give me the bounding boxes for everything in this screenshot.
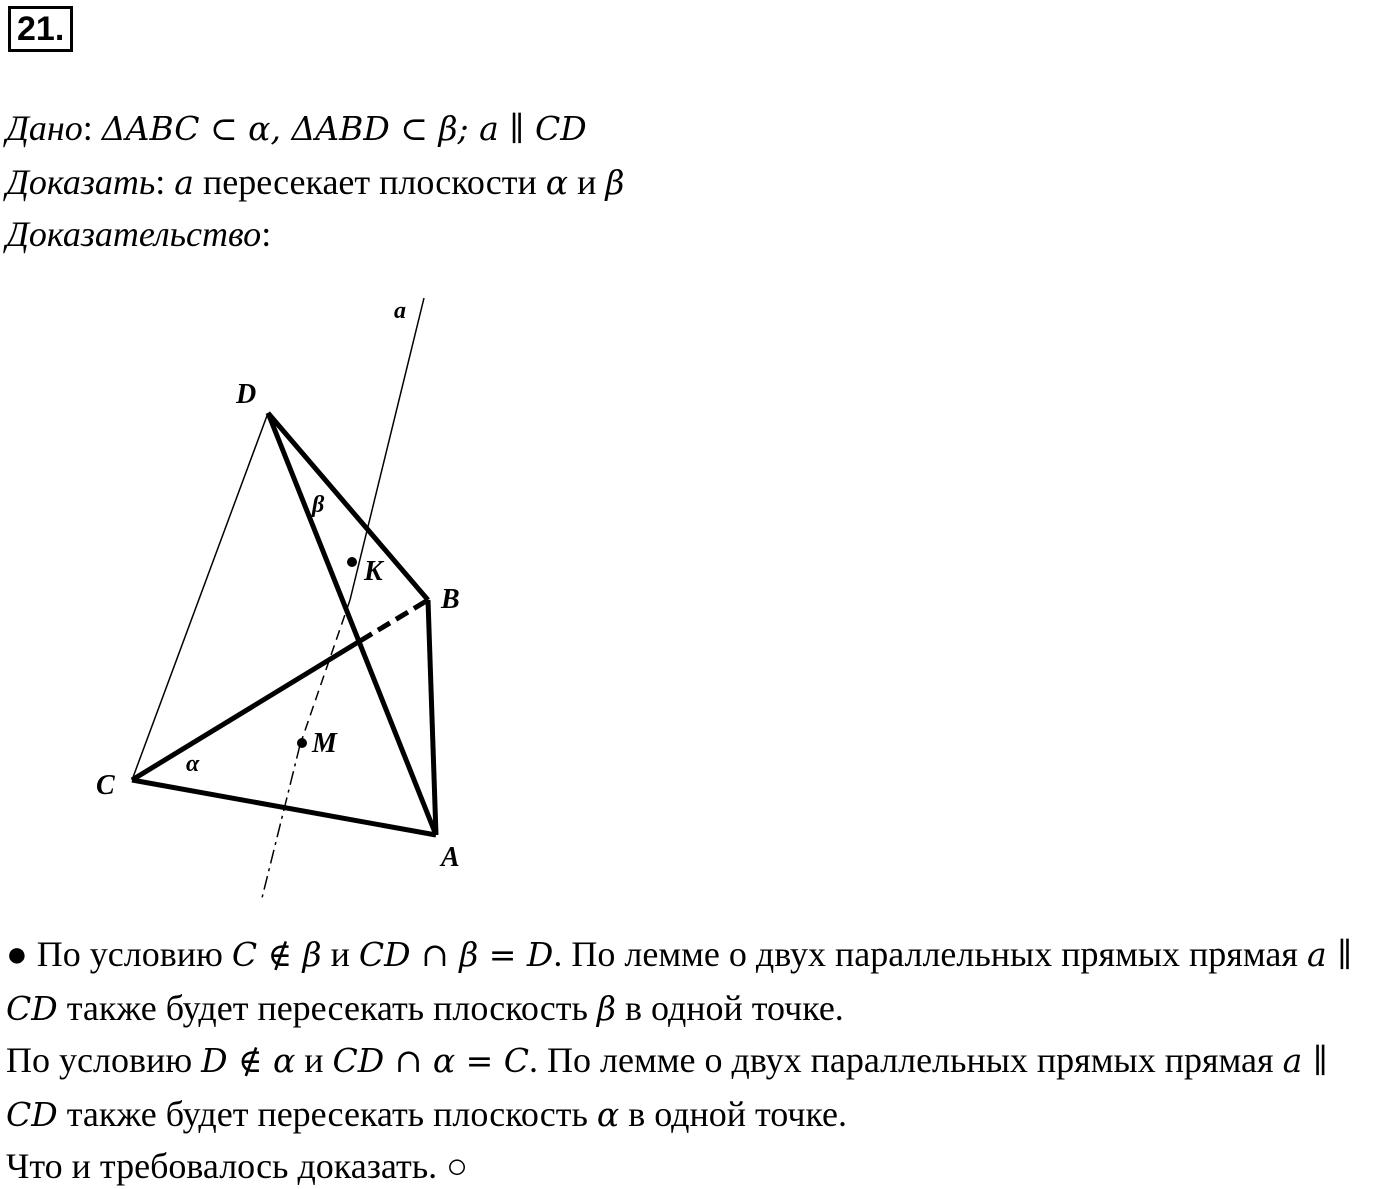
math-segment: α: [596, 1095, 620, 1134]
edge-cb-visible: [132, 641, 360, 780]
label-m: M: [312, 728, 337, 759]
label-plane-alpha: α: [186, 751, 200, 777]
math-segment: a ∥: [1282, 1041, 1329, 1080]
edge-ba: [428, 600, 436, 835]
proof-label: Доказательство: [6, 214, 262, 254]
point-m: [297, 738, 307, 748]
point-k: [347, 557, 357, 567]
label-a: A: [441, 842, 460, 873]
label-b: B: [441, 584, 460, 615]
proof-line-1: [6, 932, 1352, 977]
text-segment: также будет пересекать плоскость: [66, 1094, 588, 1134]
math-segment: CD ∩ β = D: [358, 935, 554, 974]
edge-dc: [132, 413, 268, 780]
label-line-a: a: [394, 298, 406, 324]
math-segment: CD: [6, 1095, 58, 1134]
label-c: C: [96, 770, 115, 801]
geometry-diagram: [0, 280, 560, 910]
text-segment: По условию: [6, 1040, 193, 1080]
edge-ca: [132, 780, 436, 835]
given-line: [6, 106, 587, 151]
text-segment: в одной точке.: [624, 988, 844, 1028]
proof-line-5: [6, 1144, 468, 1188]
proof-line-3: [6, 1038, 1328, 1083]
prove-and: и: [577, 162, 597, 202]
text-segment: и: [330, 934, 350, 974]
prove-alpha: α: [545, 163, 569, 202]
prove-label: Доказать: [6, 162, 156, 202]
end-of-proof-mark: ○: [446, 1146, 468, 1186]
given-formula: ΔABC ⊂ α, ΔABD ⊂ β; a ∥ CD: [101, 109, 587, 148]
math-segment: β: [596, 989, 616, 1028]
math-segment: CD: [6, 989, 58, 1028]
prove-beta: β: [605, 163, 625, 202]
given-colon: :: [82, 108, 93, 148]
bullet: ●: [6, 934, 28, 974]
label-plane-beta: β: [312, 492, 325, 518]
label-d: D: [236, 379, 257, 410]
text-segment: в одной точке.: [628, 1094, 848, 1134]
math-segment: a ∥: [1306, 935, 1353, 974]
math-segment: CD ∩ α = C: [332, 1041, 530, 1080]
proof-line: [6, 212, 271, 256]
prove-var-a: a: [174, 163, 194, 202]
proof-colon: :: [261, 214, 272, 254]
prove-colon: :: [155, 162, 166, 202]
math-segment: C ∉ β: [231, 935, 322, 974]
edge-db: [268, 413, 428, 600]
prove-text: пересекает плоскости: [202, 162, 537, 202]
text-segment: По условию: [36, 934, 223, 974]
prove-line: [6, 160, 624, 205]
text-segment: . По лемме о двух параллельных прямых прямая: [529, 1040, 1274, 1080]
edge-cb-hidden: [360, 600, 428, 641]
line-a-lower: [262, 745, 300, 898]
given-label: Дано: [6, 108, 83, 148]
text-segment: также будет пересекать плоскость: [66, 988, 588, 1028]
label-k: K: [364, 556, 383, 587]
problem-number: 21.: [8, 6, 73, 52]
proof-line-2: [6, 986, 844, 1031]
text-segment: и: [304, 1040, 324, 1080]
text-segment: . По лемме о двух параллельных прямых прямая: [553, 934, 1298, 974]
proof-line-4: [6, 1092, 847, 1137]
text-segment: Что и требовалось доказать.: [6, 1146, 438, 1186]
math-segment: D ∉ α: [201, 1041, 296, 1080]
